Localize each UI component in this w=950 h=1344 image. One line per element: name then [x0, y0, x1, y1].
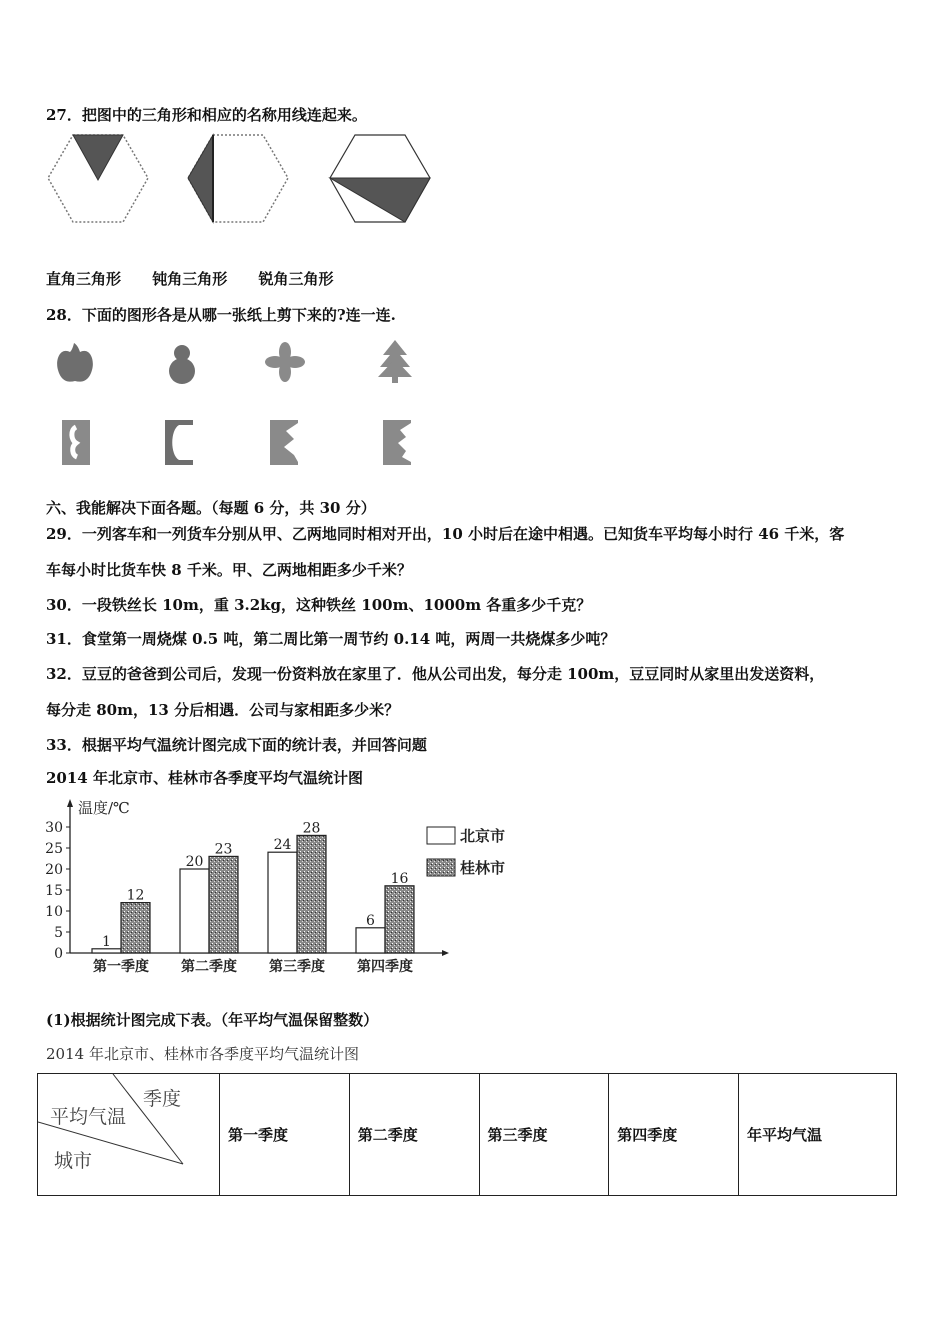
q33-text: 33．根据平均气温统计图完成下面的统计表，并回答问题: [46, 736, 427, 754]
bar-value-label: 16: [390, 870, 409, 887]
bar-value-label: 23: [214, 841, 233, 858]
table-caption: 2014 年北京市、桂林市各季度平均气温统计图: [46, 1045, 359, 1063]
q27-title: 27．把图中的三角形和相应的名称用线连起来。: [46, 106, 367, 124]
label-acute-triangle: 锐角三角形: [258, 270, 334, 288]
paper-piece-3: [270, 420, 298, 465]
diag-label-season: 季度: [143, 1088, 182, 1110]
header-annual-avg: 年平均气温: [739, 1074, 897, 1196]
x-tick-label: 第一季度: [93, 959, 149, 975]
paper-piece-1: [62, 420, 90, 465]
hexagon-figure-2: [188, 135, 288, 222]
bar-guilin-1: [121, 903, 150, 953]
q28-cut-shapes: [50, 335, 450, 475]
legend-swatch-beijing: [427, 827, 455, 844]
legend-swatch-guilin: [427, 859, 455, 876]
paper-piece-4: [383, 420, 411, 465]
bar-guilin-4: [385, 886, 414, 953]
y-tick-label: 20: [45, 862, 63, 878]
header-q3: 第三季度: [479, 1074, 609, 1196]
flower-shape-icon: [265, 342, 305, 382]
bar-value-label: 20: [185, 854, 204, 870]
y-tick-label: 30: [45, 820, 63, 836]
temperature-bar-chart: [44, 795, 524, 980]
q32-line2: 每分走 80m，13 分后相遇．公司与家相距多少米？: [46, 701, 400, 719]
y-tick-label: 10: [45, 904, 63, 920]
x-tick-label: 第二季度: [181, 959, 237, 975]
chart-heading: 2014 年北京市、桂林市各季度平均气温统计图: [46, 769, 363, 787]
hexagon-figure-1: [48, 135, 148, 222]
q29-line1: 29．一列客车和一列货车分别从甲、乙两地同时相对开出，10 小时后在途中相遇。已知货车平均每小时行 46 千米，客: [46, 525, 845, 543]
y-axis-label: 温度/℃: [78, 799, 130, 817]
q32-line1: 32．豆豆的爸爸到公司后，发现一份资料放在家里了．他从公司出发，每分走 100m，豆豆同时从家里出发送资料，: [46, 665, 825, 683]
tree-shape-icon: [378, 340, 412, 383]
y-tick-label: 25: [45, 841, 63, 857]
q31-text: 31．食堂第一周烧煤 0.5 吨，第二周比第一周节约 0.14 吨，两周一共烧煤多少吨？: [46, 630, 616, 648]
bar-beijing-4: [356, 928, 385, 953]
q33-sub1: (1)根据统计图完成下表。（年平均气温保留整数）: [46, 1011, 379, 1029]
x-tick-label: 第三季度: [269, 959, 325, 975]
bar-guilin-3: [297, 835, 326, 953]
bar-value-label: 28: [302, 820, 321, 837]
diag-label-city: 城市: [54, 1150, 93, 1172]
bar-value-label: 24: [273, 837, 292, 854]
section6-title: 六、我能解决下面各题。（每题 6 分，共 30 分）: [46, 499, 376, 517]
header-q4: 第四季度: [609, 1074, 739, 1196]
bar-value-label: 12: [126, 887, 145, 904]
q28-title: 28．下面的图形各是从哪一张纸上剪下来的?连一连.: [46, 306, 396, 324]
label-right-triangle: 直角三角形: [46, 270, 122, 288]
q27-hexagon-figures: [40, 130, 460, 230]
hexagon-figure-3: [330, 135, 430, 222]
x-axis-arrow: [442, 950, 449, 956]
header-q1: 第一季度: [220, 1074, 350, 1196]
bar-value-label: 6: [366, 912, 375, 929]
diag-label-avg-temp: 平均气温: [50, 1106, 127, 1128]
legend-label: 北京市: [460, 827, 506, 845]
header-q2: 第二季度: [349, 1074, 479, 1196]
legend-label: 桂林市: [460, 859, 506, 877]
y-tick-label: 5: [54, 925, 63, 941]
y-tick-label: 15: [45, 883, 63, 899]
bar-beijing-3: [268, 852, 297, 953]
q29-line2: 车每小时比货车快 8 千米。甲、乙两地相距多少千米？: [46, 561, 412, 579]
y-axis-arrow: [67, 799, 73, 807]
temperature-table: [37, 1073, 897, 1196]
bar-value-label: 1: [102, 933, 111, 950]
x-tick-label: 第四季度: [357, 959, 413, 975]
paper-piece-2: [165, 420, 193, 465]
table-row: [38, 1074, 897, 1196]
bar-guilin-2: [209, 856, 238, 953]
q30-text: 30．一段铁丝长 10m，重 3.2kg，这种铁丝 100m、1000m 各重多少千克？: [46, 596, 592, 614]
gourd-shape-icon: [169, 345, 195, 384]
bar-beijing-2: [180, 869, 209, 953]
q27-labels: [46, 268, 360, 289]
diagonal-lines: [38, 1074, 219, 1195]
label-obtuse-triangle: 钝角三角形: [152, 270, 228, 288]
table-diagonal-header: [38, 1074, 220, 1196]
apple-shape-icon: [57, 343, 93, 382]
y-tick-label: 0: [54, 946, 63, 962]
